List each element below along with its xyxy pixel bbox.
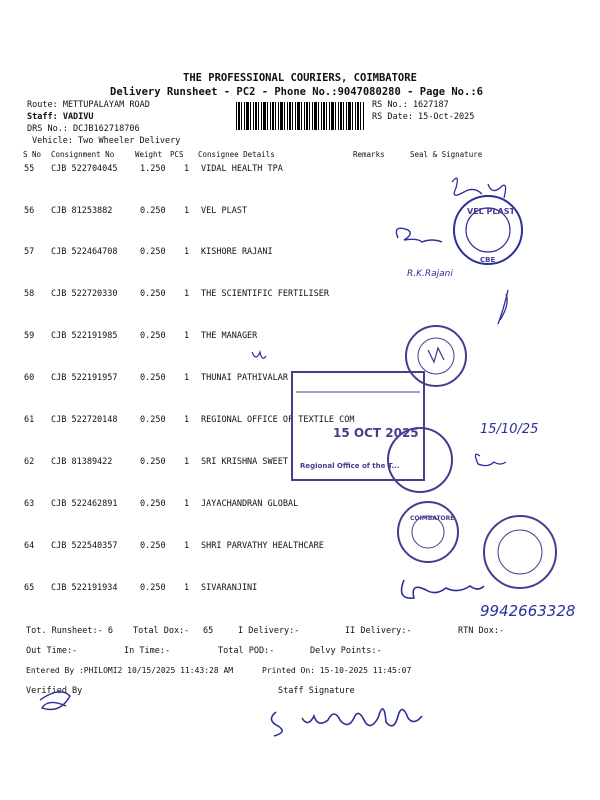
row-consignment: CJB 522191934: [51, 583, 118, 593]
total-pod: Total POD:-: [218, 646, 275, 656]
row-sno: 60: [24, 373, 35, 383]
row-sno: 65: [24, 583, 35, 593]
parvathy-stamp: [484, 516, 556, 588]
row-consignee: THE SCIENTIFIC FERTILISER: [201, 289, 329, 299]
signature-mark: [498, 290, 508, 324]
date-stamp: [292, 372, 424, 480]
row-pcs: 1: [184, 373, 190, 383]
stamp-vel-plast-text: VEL PLAST: [467, 207, 515, 216]
entered-by: Entered By :PHILOMI2 10/15/2025 11:43:28 AM: [26, 666, 234, 675]
company-title: THE PROFESSIONAL COURIERS, COIMBATORE: [183, 72, 417, 84]
row-weight: 0.250: [140, 541, 166, 551]
row-pcs: 1: [184, 457, 190, 467]
sri-krishna-stamp: [388, 428, 452, 492]
row-pcs: 1: [184, 583, 190, 593]
row-consignment: CJB 522720148: [51, 415, 118, 425]
handwritten-name: R.K.Rajani: [407, 269, 453, 279]
row-weight: 0.250: [140, 206, 166, 216]
row-sno: 57: [24, 247, 35, 257]
row-consignment: CJB 522720330: [51, 289, 118, 299]
handwritten-date: 15/10/25: [480, 422, 539, 437]
rs-date: RS Date: 15-Oct-2025: [372, 112, 475, 122]
col-seal-signature: Seal & Signature: [410, 150, 483, 159]
row-consignee: THE MANAGER: [201, 331, 258, 341]
i-delivery: I Delivery:-: [238, 626, 300, 636]
row-sno: 59: [24, 331, 35, 341]
row-sno: 56: [24, 206, 35, 216]
row-consignment: CJB 522191985: [51, 331, 118, 341]
row-weight: 0.250: [140, 289, 166, 299]
row-pcs: 1: [184, 206, 190, 216]
printed-on: Printed On: 15-10-2025 11:45:07: [262, 666, 412, 675]
runsheet-title: Delivery Runsheet - PC2 - Phone No.:9047080280 - Page No.:6: [110, 86, 483, 98]
row-pcs: 1: [184, 541, 190, 551]
col-consignee: Consignee Details: [198, 150, 275, 159]
row-weight: 1.250: [140, 164, 166, 174]
staff-label: Staff: VADIVU: [27, 112, 94, 122]
row-consignee: REGIONAL OFFICE OF TEXTILE COM: [201, 415, 355, 425]
row-consignee: JAYACHANDRAN GLOBAL: [201, 499, 299, 509]
ii-delivery: II Delivery:-: [345, 626, 412, 636]
col-remarks: Remarks: [353, 150, 385, 159]
signature-mark: [396, 228, 442, 242]
in-time: In Time:-: [124, 646, 171, 656]
row-sno: 64: [24, 541, 35, 551]
delvy-points: Delvy Points:-: [310, 646, 382, 656]
total-dox-value: 65: [203, 626, 214, 636]
stamp-coimbatore-text: COIMBATORE: [410, 515, 455, 522]
row-pcs: 1: [184, 247, 190, 257]
row-consignment: CJB 522704045: [51, 164, 118, 174]
row-weight: 0.250: [140, 499, 166, 509]
row-consignee: SIVARANJINI: [201, 583, 258, 593]
staff-signature: [271, 709, 422, 736]
row-pcs: 1: [184, 289, 190, 299]
route-label: Route: METTUPALAYAM ROAD: [27, 100, 150, 110]
row-weight: 0.250: [140, 415, 166, 425]
row-consignee: SHRI PARVATHY HEALTHCARE: [201, 541, 324, 551]
row-sno: 62: [24, 457, 35, 467]
row-consignee: VEL PLAST: [201, 206, 248, 216]
row-weight: 0.250: [140, 331, 166, 341]
col-weight: Weight: [135, 150, 163, 159]
col-sno: S No: [23, 150, 42, 159]
row-consignment: CJB 522191957: [51, 373, 118, 383]
total-dox-label: Total Dox:-: [133, 626, 190, 636]
row-consignee: SRI KRISHNA SWEET: [201, 457, 288, 467]
verified-signature: [40, 692, 70, 710]
stamp-regional-text: Regional Office of the T...: [300, 462, 400, 470]
row-pcs: 1: [184, 415, 190, 425]
rtn-dox: RTN Dox:-: [458, 626, 505, 636]
rs-number: RS No.: 1627187: [372, 100, 449, 110]
row-weight: 0.250: [140, 373, 166, 383]
row-consignment: CJB 522462891: [51, 499, 118, 509]
coimbatore-stamp: [398, 502, 458, 562]
verified-by: Verified By: [26, 686, 83, 696]
row-pcs: 1: [184, 499, 190, 509]
handwritten-phone: 9942663328: [480, 602, 576, 620]
row-sno: 58: [24, 289, 35, 299]
row-weight: 0.250: [140, 247, 166, 257]
row-consignment: CJB 81253882: [51, 206, 113, 216]
row-consignment: CJB 522540357: [51, 541, 118, 551]
signature-mark: [402, 580, 484, 598]
row-consignment: CJB 81389422: [51, 457, 113, 467]
row-weight: 0.250: [140, 583, 166, 593]
signature-mark: [252, 352, 266, 358]
signature-mark: [452, 178, 506, 198]
row-consignee: KISHORE RAJANI: [201, 247, 273, 257]
row-consignment: CJB 522464708: [51, 247, 118, 257]
col-consignment: Consignment No: [51, 150, 115, 159]
drs-label: DRS No.: DCJB162718706: [27, 124, 140, 134]
row-sno: 55: [24, 164, 35, 174]
vehicle-label: Vehicle: Two Wheeler Delivery: [32, 136, 181, 146]
row-consignee: THUNAI PATHIVALAR: [201, 373, 288, 383]
signature-mark: [475, 454, 506, 465]
row-sno: 63: [24, 499, 35, 509]
staff-signature-label: Staff Signature: [278, 686, 355, 696]
stamp-date-text: 15 OCT 2025: [333, 426, 419, 440]
row-weight: 0.250: [140, 457, 166, 467]
stamp-cbe-text: CBE: [480, 256, 496, 264]
row-pcs: 1: [184, 331, 190, 341]
tot-runsheet: Tot. Runsheet:- 6: [26, 626, 113, 636]
row-sno: 61: [24, 415, 35, 425]
out-time: Out Time:-: [26, 646, 78, 656]
row-pcs: 1: [184, 164, 190, 174]
round-stamp: [406, 326, 466, 386]
col-pcs: PCS: [170, 150, 184, 159]
vel-plast-stamp: [454, 196, 522, 264]
row-consignee: VIDAL HEALTH TPA: [201, 164, 283, 174]
